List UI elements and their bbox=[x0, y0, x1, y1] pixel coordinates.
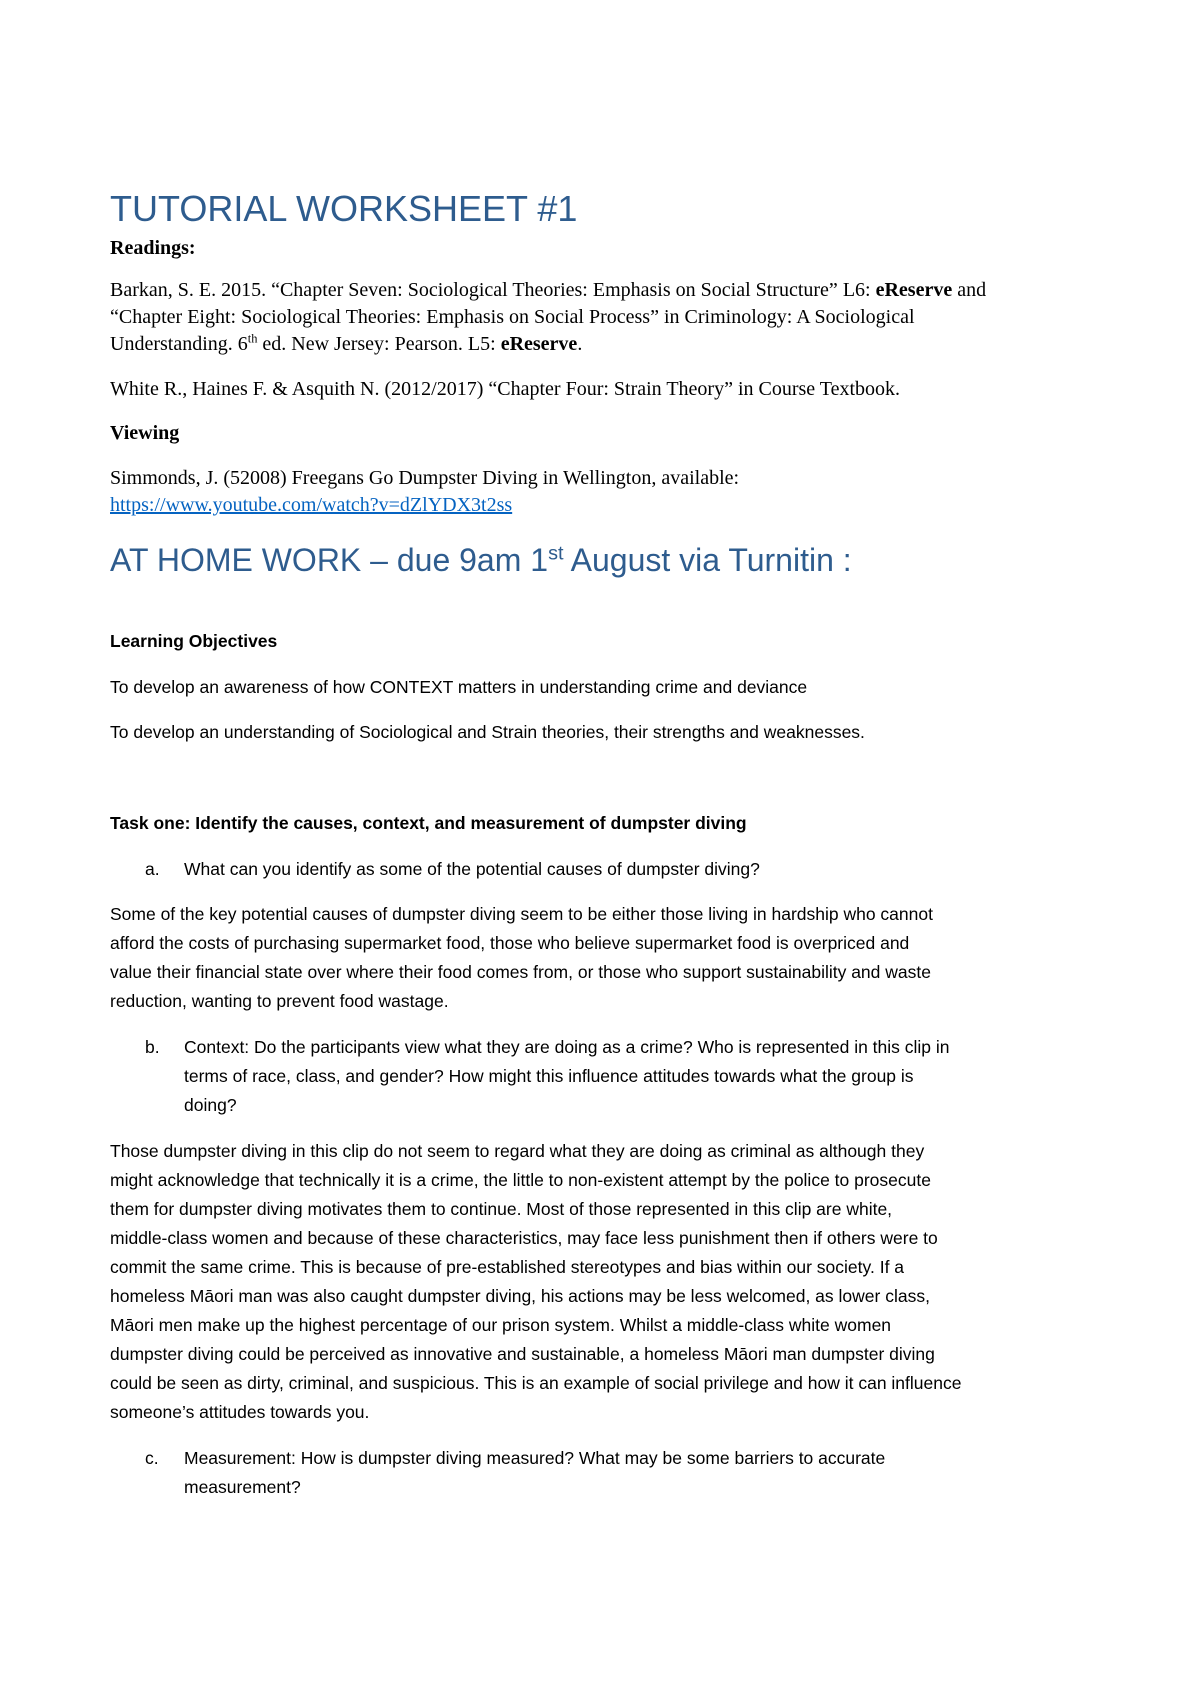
question-a: What can you identify as some of the potential causes of dumpster diving? bbox=[184, 859, 760, 879]
question-b-line: terms of race, class, and gender? How might this influence attitudes towards what the group is bbox=[184, 1066, 914, 1086]
answer-b-line: might acknowledge that technically it is a crime, the little to non-existent attempt by the police to prosecute bbox=[110, 1170, 931, 1190]
reading-ref1-line2: “Chapter Eight: Sociological Theories: Emphasis on Social Process” in Criminology: A Sociological bbox=[110, 306, 915, 328]
task-one-heading: Task one: Identify the causes, context, and measurement of dumpster diving bbox=[110, 813, 747, 833]
reading-ref1-line1: Barkan, S. E. 2015. “Chapter Seven: Sociological Theories: Emphasis on Social Structure” L6: eReserve and bbox=[110, 279, 987, 301]
page-title: TUTORIAL WORKSHEET #1 bbox=[110, 188, 578, 229]
answer-b-line: homeless Māori man was also caught dumpster diving, his actions may be less welcomed, as lower class, bbox=[110, 1286, 930, 1306]
answer-b-line: dumpster diving could be perceived as innovative and sustainable, a homeless Māori man dumpster diving bbox=[110, 1344, 935, 1364]
list-marker-b: b. bbox=[145, 1037, 160, 1057]
answer-b-line: someone’s attitudes towards you. bbox=[110, 1402, 370, 1422]
homework-heading: AT HOME WORK – due 9am 1st August via Turnitin : bbox=[110, 542, 852, 578]
question-b-line: Context: Do the participants view what they are doing as a crime? Who is represented in this clip in bbox=[184, 1037, 950, 1057]
answer-a-line: Some of the key potential causes of dumpster diving seem to be either those living in hardship who cannot bbox=[110, 904, 933, 924]
list-marker-a: a. bbox=[145, 859, 160, 879]
objective-2: To develop an understanding of Sociological and Strain theories, their strengths and weaknesses. bbox=[110, 722, 865, 742]
answer-b-line: them for dumpster diving motivates them to continue. Most of those represented in this clip are white, bbox=[110, 1199, 893, 1219]
reading-ref1-line3: Understanding. 6th ed. New Jersey: Pearson. L5: eReserve. bbox=[110, 331, 583, 355]
readings-heading: Readings: bbox=[110, 237, 196, 259]
objective-1: To develop an awareness of how CONTEXT matters in understanding crime and deviance bbox=[110, 677, 808, 697]
answer-b-line: commit the same crime. This is because of pre-established stereotypes and bias within our society. If a bbox=[110, 1257, 905, 1277]
answer-a-line: reduction, wanting to prevent food wastage. bbox=[110, 991, 449, 1011]
answer-a-line: value their financial state over where their food comes from, or those who support sustainability and waste bbox=[110, 962, 931, 982]
answer-a-line: afford the costs of purchasing supermarket food, those who believe supermarket food is overpriced and bbox=[110, 933, 910, 953]
question-c-line: measurement? bbox=[184, 1477, 301, 1497]
reading-ref2: White R., Haines F. & Asquith N. (2012/2017) “Chapter Four: Strain Theory” in Course Textbook. bbox=[110, 378, 901, 400]
answer-b-line: middle-class women and because of these characteristics, may face less punishment then if others were to bbox=[110, 1228, 938, 1248]
viewing-heading: Viewing bbox=[110, 422, 180, 444]
list-marker-c: c. bbox=[145, 1448, 159, 1468]
answer-b-line: could be seen as dirty, criminal, and suspicious. This is an example of social privilege and how it can influence bbox=[110, 1373, 962, 1393]
viewing-citation: Simmonds, J. (52008) Freegans Go Dumpster Diving in Wellington, available: bbox=[110, 467, 740, 489]
objectives-heading: Learning Objectives bbox=[110, 631, 278, 651]
answer-b-line: Those dumpster diving in this clip do not seem to regard what they are doing as criminal as although they bbox=[110, 1141, 925, 1161]
youtube-link[interactable]: https://www.youtube.com/watch?v=dZlYDX3t2ss bbox=[110, 494, 513, 516]
question-c-line: Measurement: How is dumpster diving measured? What may be some barriers to accurate bbox=[184, 1448, 886, 1468]
answer-b-line: Māori men make up the highest percentage of our prison system. Whilst a middle-class white women bbox=[110, 1315, 892, 1335]
question-b-line: doing? bbox=[184, 1095, 237, 1115]
